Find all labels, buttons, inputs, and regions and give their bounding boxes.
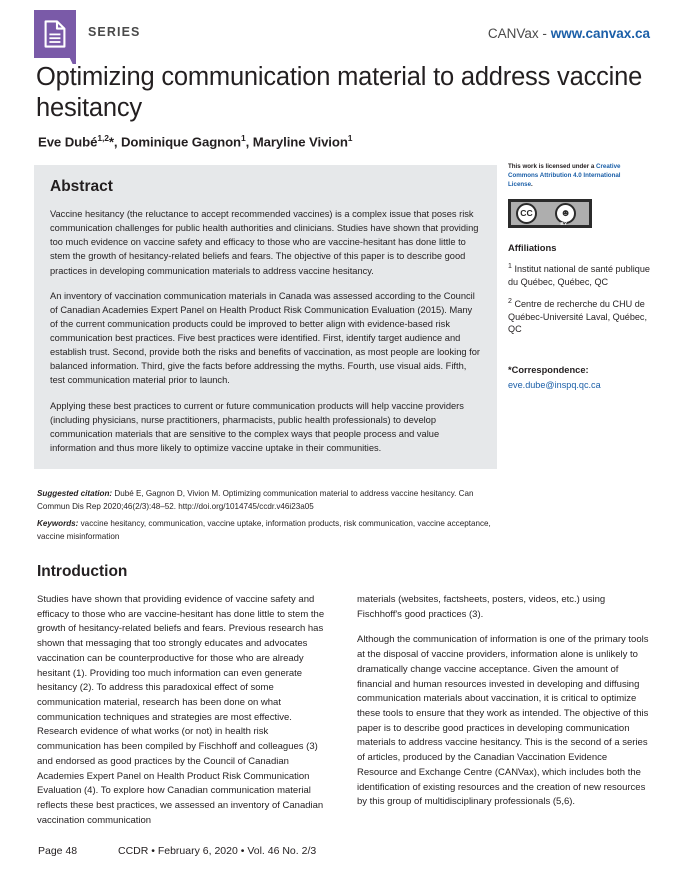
abstract-paragraph: An inventory of vaccination communication materials in Canada was assessed according to the Council of Canadian Academies Expert Panel on Health Product Risk Communication Evaluation (2015). Many of the current communication products could be improved to better align with evidence-based risk communication best practices. Five best practices were identified. First, identify target audience and establish trust. Second, provide both the risks and benefits of vaccination, as most people are looking for balanced information. Third, give the facts before addressing the myths. Fourth, use visual aids. Fifth, test communication material prior to launch.: [50, 290, 480, 386]
introduction-right-column: [357, 593, 650, 829]
correspondence-email-link[interactable]: eve.dube@inspq.qc.ca: [508, 379, 601, 390]
abstract-paragraph: Vaccine hesitancy (the reluctance to accept recommended vaccines) is a complex issue that poses risk communication challenges for public health authorities and clinicians. Studies have shown that providing too much evidence on vaccine safety and efficacy to those who are vaccine-hesitant has done little to stem the growth of hesitancy-related beliefs and fears. The objective of this paper is to describe good practices in developing communication materials to address vaccine hesitancy.: [50, 209, 479, 276]
person-icon: ☻: [555, 203, 576, 224]
canvax-url-link[interactable]: www.canvax.ca: [550, 26, 650, 41]
page-footer: [0, 845, 688, 869]
creative-commons-badge: [508, 199, 592, 228]
body-paragraph: Although the communication of information is one of the primary tools at the disposal of vaccine providers, information alone is unlikely to dramatically change vaccine acceptance. Given the amount of financial and human resources invested in developing and diffusing communication materials about vaccination, it is critical to optimize these tools to ensure that they work as intended. The objective of this paper is to describe good practices in developing communication materials to address vaccine hesitancy. This is the second of a series of articles, produced by the Canadian Vaccination Evidence Resource and Exchange Centre (CANVax), which includes both the identification of existing resources and the creation of new resources by this group of multidisciplinary professionals (5,6).: [357, 634, 649, 808]
canvax-prefix: CANVax -: [487, 26, 551, 41]
cc-by-label: BY: [560, 220, 568, 226]
introduction-heading: Introduction: [37, 563, 128, 580]
keywords: [37, 518, 497, 543]
abstract-box: [34, 165, 497, 469]
abstract-paragraph: Applying these best practices to current or future communication products will help vaccine providers (including physicians, nurse practitioners, pharmacists, public health professionals) to develop communication materials that are sensitive to the complex ways that people process and value information and thus more likely to optimize vaccine uptake in their communities.: [50, 400, 464, 453]
suggested-citation: [37, 488, 497, 513]
right-sidebar: [508, 163, 658, 390]
introduction-left-column: [37, 593, 330, 829]
suggested-citation-text: Dubé E, Gagnon D, Vivion M. Optimizing communication material to address vaccine hesitancy. Can Commun Dis Rep 2020;46(2/3):48–52. http://doi.org/1014745/ccdr.v46i23a05: [37, 489, 474, 511]
author-list: Eve Dubé$^{1,2}$*, Dominique Gagnon$^1$, Maryline Vivion$^1$: [38, 133, 353, 150]
affiliation-text: Institut national de santé publique du Québec, Québec, QC: [508, 263, 650, 287]
page-header: [0, 0, 688, 62]
license-notice: [508, 163, 634, 190]
license-prefix: This work is licensed under a: [508, 163, 597, 170]
document-icon: [44, 20, 66, 48]
journal-issue-line: CCDR • February 6, 2020 • Vol. 46 No. 2/3: [118, 845, 317, 857]
affiliation-marker: 1: [508, 262, 512, 270]
keywords-text: vaccine hesitancy, communication, vaccine uptake, information products, risk communication, vaccine acceptance, vaccine misinformation: [37, 519, 491, 541]
body-paragraph: Studies have shown that providing evidence of vaccine safety and efficacy to those who are vaccine-hesitant has done little to stem the growth of hesitancy-related beliefs and fears. Previous research has shown that messaging that too strongly educates and advocates vaccination can be counterproductive for those who are already hesitant (1). Providing too much information can even generate hesitancy (2). To address this paradoxical effect of some communication material, research has been done on what communication techniques and strategies are most effective. Research evidence of what works (or not) in health risk communication has been compiled by Fischhoff and colleagues (3) and endorsed as good practices by the Council of Canadian Academies Expert Panel on Health Product Risk Communication Evaluation (4). To explore how Canadian communication material reflects these best practices, we assessed an inventory of Canadian vaccination communication: [37, 594, 325, 826]
introduction-columns: [37, 593, 651, 829]
affiliation-item: [508, 262, 656, 288]
abstract-heading: Abstract: [50, 178, 113, 195]
license-suffix: .: [531, 180, 533, 188]
page-title: Optimizing communication material to address vaccine hesitancy: [36, 63, 643, 123]
affiliation-marker: 2: [508, 298, 512, 306]
affiliations-heading: Affiliations: [508, 241, 557, 253]
series-logo-badge: [34, 10, 76, 58]
suggested-citation-label: Suggested citation:: [37, 489, 113, 498]
citation-block: [37, 488, 497, 548]
affiliation-text: Centre de recherche du CHU de Québec-Université Laval, Québec, QC: [508, 299, 648, 335]
keywords-label: Keywords:: [37, 519, 79, 529]
body-paragraph: materials (websites, factsheets, posters, videos, etc.) using Fischhoff's good practices (3).: [357, 594, 606, 620]
cc-icon: CC: [516, 203, 537, 224]
affiliation-item: [508, 297, 656, 336]
page-number: Page 48: [38, 845, 78, 857]
canvax-brand: [488, 26, 650, 41]
series-label: SERIES: [88, 25, 141, 39]
license-link[interactable]: Creative Commons Attribution 4.0 International License: [508, 163, 621, 188]
correspondence-heading: *Correspondence:: [508, 364, 589, 375]
